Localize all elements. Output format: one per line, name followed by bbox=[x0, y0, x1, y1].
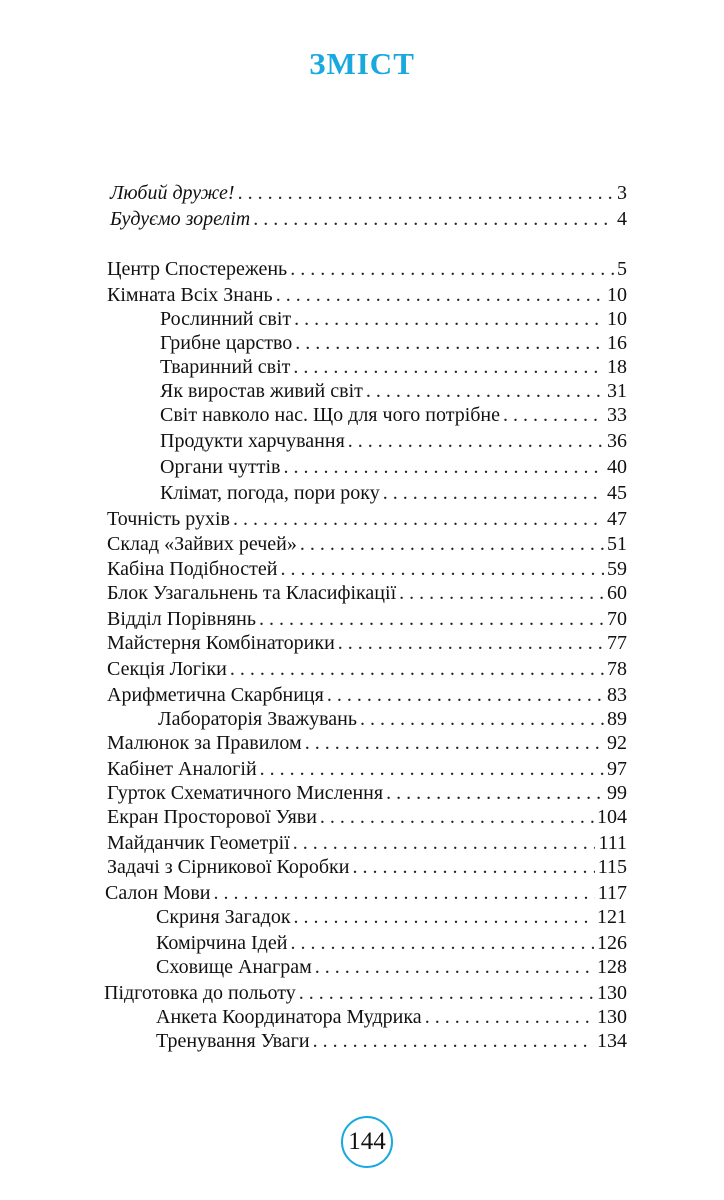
toc-entry-page: 10 bbox=[607, 308, 627, 330]
toc-entry-label: Як виростав живий світ bbox=[160, 380, 363, 402]
toc-entry bbox=[156, 930, 627, 956]
toc-entry bbox=[107, 830, 627, 856]
toc-entry bbox=[160, 330, 627, 356]
toc-entry-label: Тваринний світ bbox=[160, 356, 291, 378]
toc-entry-page: 77 bbox=[607, 632, 627, 654]
toc-entry-label: Малюнок за Правилом bbox=[107, 732, 302, 754]
toc-entry bbox=[107, 282, 627, 308]
toc-entry-label: Любий друже! bbox=[110, 182, 235, 204]
toc-entry bbox=[110, 206, 627, 232]
toc-entry-label: Лабораторія Зважувань bbox=[158, 708, 357, 730]
dot-leader bbox=[305, 730, 604, 756]
toc-entry-page: 31 bbox=[607, 380, 627, 402]
dot-leader bbox=[383, 480, 604, 506]
toc-entry-page: 130 bbox=[597, 982, 627, 1004]
toc-entry bbox=[107, 580, 627, 606]
toc-entry-page: 40 bbox=[607, 456, 627, 478]
toc-entry-label: Блок Узагальнень та Класифікації bbox=[107, 582, 397, 604]
toc-entry-page: 4 bbox=[617, 208, 627, 230]
toc-entry bbox=[160, 354, 627, 380]
toc-entry-page: 18 bbox=[607, 356, 627, 378]
toc-entry-page: 97 bbox=[607, 758, 627, 780]
toc-entry-page: 59 bbox=[607, 558, 627, 580]
dot-leader bbox=[300, 531, 604, 557]
toc-entry bbox=[160, 428, 627, 454]
dot-leader bbox=[290, 930, 594, 956]
toc-entry-page: 16 bbox=[607, 332, 627, 354]
toc-entry bbox=[107, 531, 627, 557]
dot-leader bbox=[293, 354, 604, 380]
toc-entry-page: 92 bbox=[607, 732, 627, 754]
toc-entry bbox=[107, 804, 627, 830]
toc-entry bbox=[160, 480, 627, 506]
dot-leader bbox=[313, 1028, 594, 1054]
toc-entry bbox=[107, 780, 627, 806]
toc-entry-page: 99 bbox=[607, 782, 627, 804]
dot-leader bbox=[290, 256, 614, 282]
dot-leader bbox=[327, 682, 604, 708]
toc-entry bbox=[158, 706, 627, 732]
toc-entry bbox=[107, 556, 627, 582]
toc-entry bbox=[107, 756, 627, 782]
toc-entry bbox=[160, 378, 627, 404]
dot-leader bbox=[294, 306, 604, 332]
toc-entry-label: Екран Просторової Уяви bbox=[107, 806, 317, 828]
page-number-badge: 144 bbox=[341, 1116, 393, 1168]
toc-entry bbox=[105, 880, 627, 906]
toc-entry-page: 83 bbox=[607, 684, 627, 706]
toc-entry bbox=[156, 1028, 627, 1054]
toc-entry-label: Задачі з Сірникової Коробки bbox=[107, 856, 350, 878]
toc-entry-label: Органи чуттів bbox=[160, 456, 281, 478]
toc-entry-page: 51 bbox=[607, 533, 627, 555]
toc-entry bbox=[107, 256, 627, 282]
toc-entry-label: Відділ Порівнянь bbox=[107, 608, 256, 630]
toc-entry-label: Арифметична Скарбниця bbox=[107, 684, 324, 706]
toc-entry bbox=[160, 454, 627, 480]
toc-entry-label: Сховище Анаграм bbox=[156, 956, 312, 978]
dot-leader bbox=[230, 656, 604, 682]
toc-entry-label: Секція Логіки bbox=[107, 658, 227, 680]
toc-entry-page: 3 bbox=[617, 182, 627, 204]
dot-leader bbox=[315, 954, 594, 980]
toc-entry-page: 36 bbox=[607, 430, 627, 452]
toc-entry-page: 134 bbox=[597, 1030, 627, 1052]
toc-entry-label: Продукти харчування bbox=[160, 430, 345, 452]
toc-entry bbox=[107, 506, 627, 532]
toc-entry-page: 121 bbox=[597, 906, 627, 928]
toc-entry-label: Грибне царство bbox=[160, 332, 293, 354]
dot-leader bbox=[348, 428, 604, 454]
toc-entry bbox=[107, 854, 627, 880]
toc-entry bbox=[156, 954, 627, 980]
toc-entry-label: Склад «Зайвих речей» bbox=[107, 533, 297, 555]
toc-entry-label: Гурток Схематичного Мислення bbox=[107, 782, 384, 804]
dot-leader bbox=[280, 556, 604, 582]
dot-leader bbox=[503, 402, 604, 428]
dot-leader bbox=[260, 756, 604, 782]
dot-leader bbox=[238, 180, 614, 206]
toc-entry-page: 128 bbox=[597, 956, 627, 978]
toc-entry-page: 33 bbox=[607, 404, 627, 426]
toc-entry-label: Анкета Координатора Мудрика bbox=[156, 1006, 422, 1028]
toc-entry bbox=[107, 682, 627, 708]
toc-entry-label: Точність рухів bbox=[107, 508, 230, 530]
dot-leader bbox=[320, 804, 594, 830]
toc-entry-label: Кабіна Подібностей bbox=[107, 558, 278, 580]
dot-leader bbox=[233, 506, 604, 532]
toc-entry bbox=[160, 402, 627, 428]
toc-entry bbox=[107, 730, 627, 756]
dot-leader bbox=[299, 980, 594, 1006]
dot-leader bbox=[294, 904, 594, 930]
toc-entry bbox=[107, 606, 627, 632]
toc-entry bbox=[107, 630, 627, 656]
toc-entry-label: Комірчина Ідей bbox=[156, 932, 288, 954]
toc-entry-page: 117 bbox=[597, 882, 627, 904]
toc-entry-page: 60 bbox=[607, 582, 627, 604]
toc-entry bbox=[110, 180, 627, 206]
toc-entry-page: 70 bbox=[607, 608, 627, 630]
toc-entry-label: Центр Спостережень bbox=[107, 258, 288, 280]
toc-entry-page: 45 bbox=[607, 482, 627, 504]
toc-entry bbox=[160, 306, 627, 332]
page-title: ЗМІСТ bbox=[309, 46, 415, 81]
dot-leader bbox=[293, 830, 596, 856]
toc-entry-page: 111 bbox=[598, 832, 627, 854]
dot-leader bbox=[360, 706, 604, 732]
dot-leader bbox=[214, 880, 595, 906]
toc-entry-label: Світ навколо нас. Що для чого потрібне bbox=[160, 404, 501, 426]
toc-entry bbox=[156, 1004, 627, 1030]
dot-leader bbox=[253, 206, 614, 232]
toc-entry-page: 130 bbox=[597, 1006, 627, 1028]
dot-leader bbox=[259, 606, 604, 632]
toc-entry-page: 5 bbox=[617, 258, 627, 280]
dot-leader bbox=[386, 780, 604, 806]
toc-entry-label: Кабінет Аналогій bbox=[107, 758, 257, 780]
toc-entry-label: Салон Мови bbox=[105, 882, 211, 904]
toc-entry-label: Майстерня Комбінаторики bbox=[107, 632, 335, 654]
dot-leader bbox=[425, 1004, 594, 1030]
toc-entry bbox=[107, 656, 627, 682]
dot-leader bbox=[366, 378, 604, 404]
toc-entry-page: 78 bbox=[607, 658, 627, 680]
toc-entry-label: Майданчик Геометрії bbox=[107, 832, 290, 854]
toc-entry-page: 115 bbox=[597, 856, 627, 878]
toc-entry-page: 104 bbox=[597, 806, 627, 828]
toc-entry-label: Тренування Уваги bbox=[156, 1030, 310, 1052]
dot-leader bbox=[352, 854, 594, 880]
toc-entry-label: Кімната Всіх Знань bbox=[107, 284, 273, 306]
toc-entry-label: Будуємо зореліт bbox=[110, 208, 251, 230]
toc-entry-label: Рослинний світ bbox=[160, 308, 292, 330]
toc-entry-page: 89 bbox=[607, 708, 627, 730]
dot-leader bbox=[295, 330, 604, 356]
dot-leader bbox=[283, 454, 604, 480]
toc-entry-label: Клімат, погода, пори року bbox=[160, 482, 380, 504]
dot-leader bbox=[276, 282, 604, 308]
toc-entry bbox=[156, 904, 627, 930]
dot-leader bbox=[399, 580, 604, 606]
toc-entry-page: 10 bbox=[607, 284, 627, 306]
toc-entry bbox=[104, 980, 627, 1006]
toc-entry-page: 126 bbox=[597, 932, 627, 954]
toc-entry-label: Скриня Загадок bbox=[156, 906, 291, 928]
dot-leader bbox=[338, 630, 604, 656]
toc-entry-label: Підготовка до польоту bbox=[104, 982, 296, 1004]
toc-entry-page: 47 bbox=[607, 508, 627, 530]
